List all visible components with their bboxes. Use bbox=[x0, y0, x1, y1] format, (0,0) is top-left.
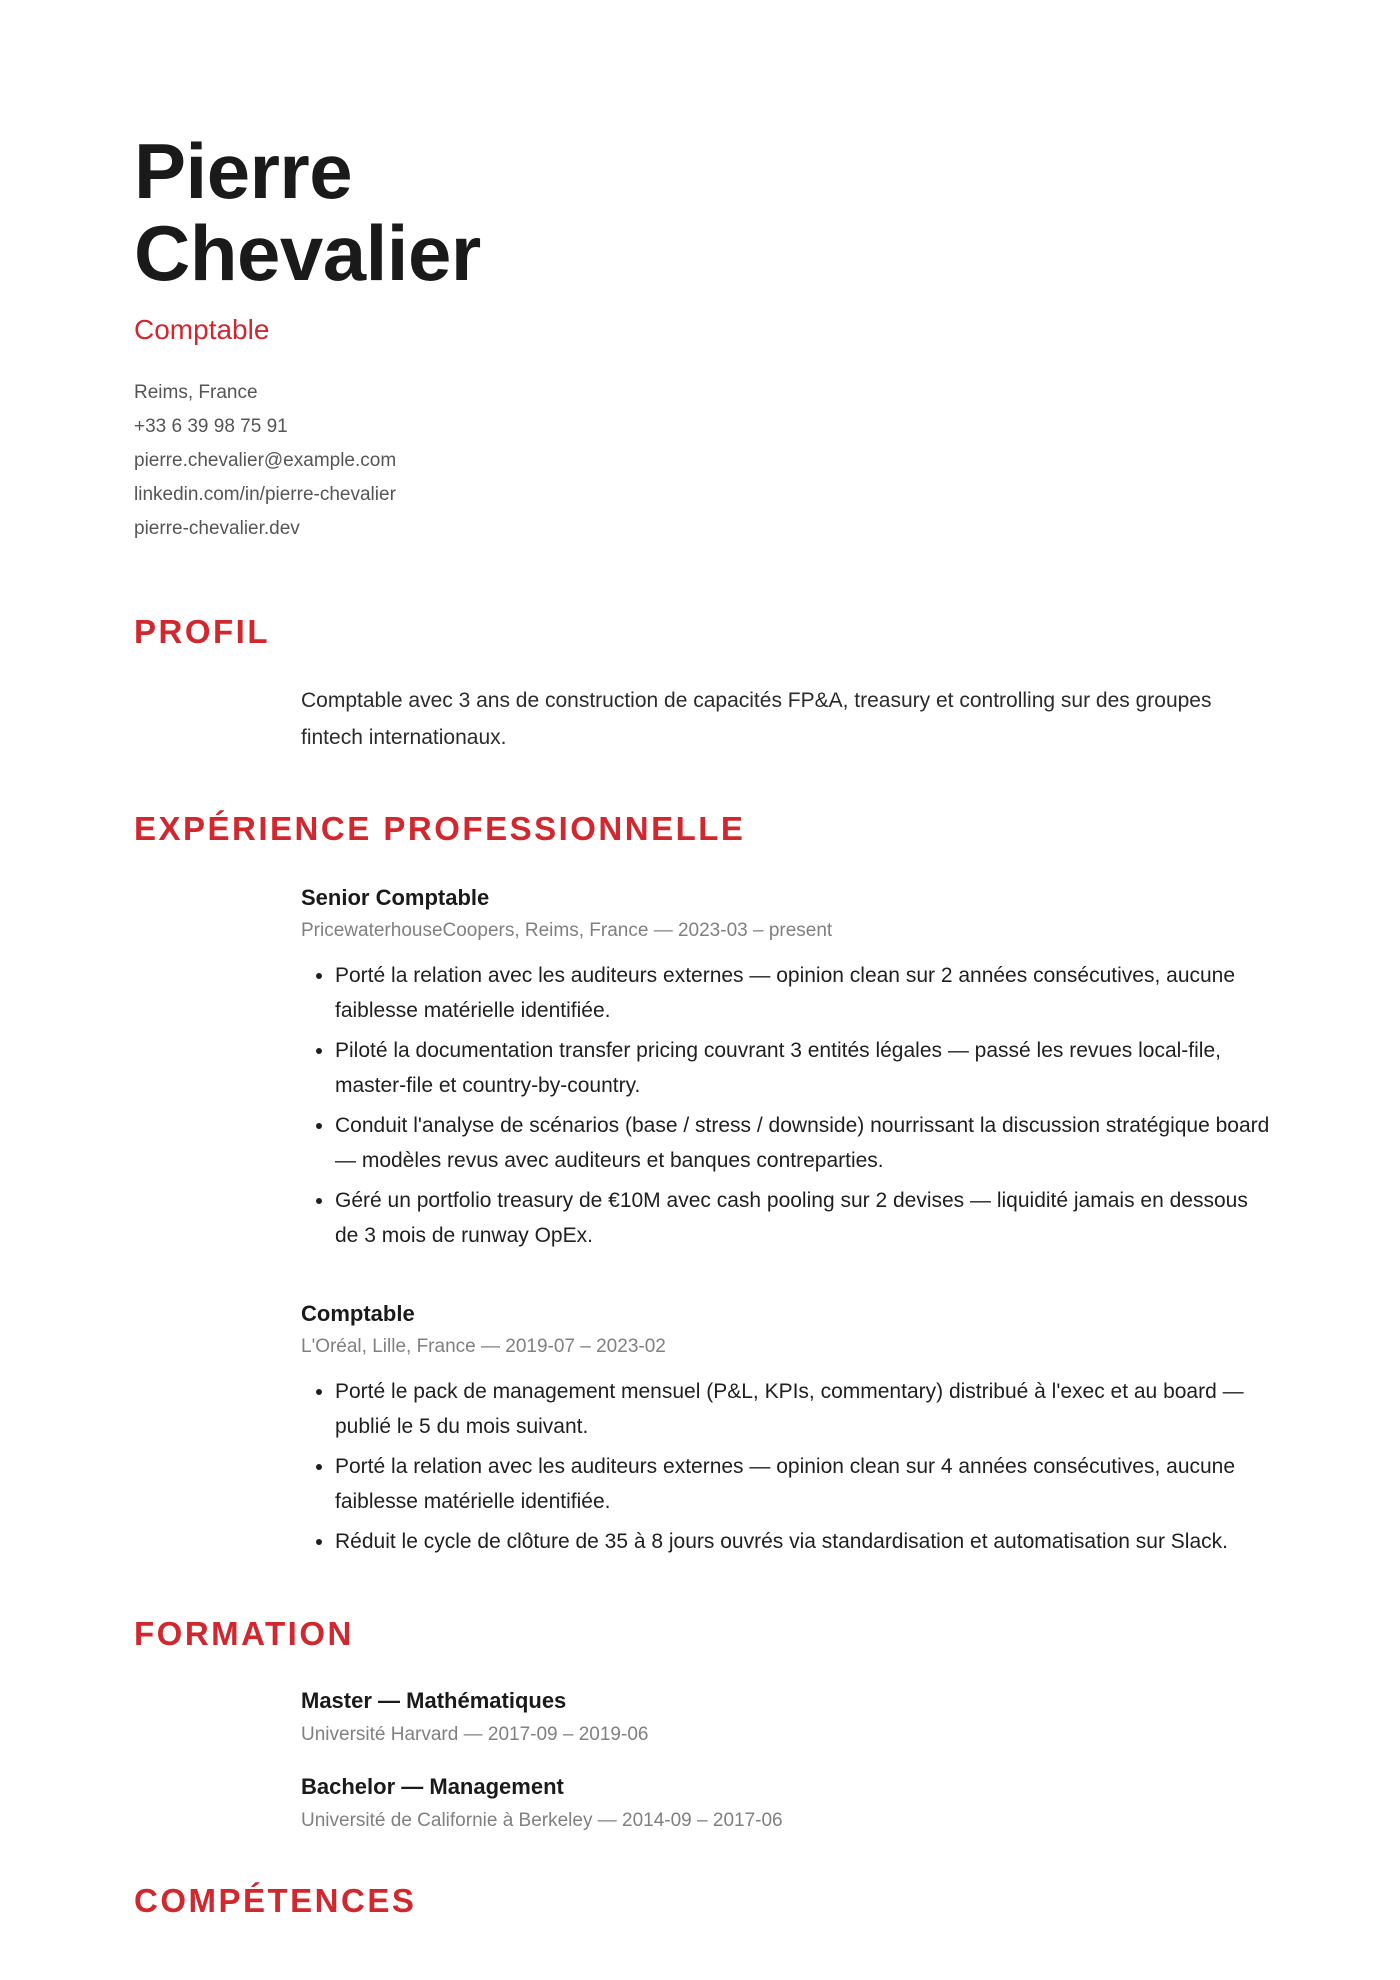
education-entry bbox=[301, 1772, 1271, 1836]
education-meta: Université de Californie à Berkeley — 2014-09 – 2017-06 bbox=[301, 1810, 783, 1831]
contact-location: Reims, France bbox=[134, 382, 258, 403]
resume-page bbox=[134, 127, 1274, 1921]
contact-linkedin[interactable]: linkedin.com/in/pierre-chevalier bbox=[134, 484, 396, 505]
profil-summary: Comptable avec 3 ans de construction de capacités FP&A, treasury et controlling sur des groupes fintech internationaux. bbox=[301, 689, 1212, 749]
job-entry bbox=[301, 1299, 1271, 1559]
section-title-profil: PROFIL bbox=[134, 613, 270, 650]
candidate-title: Comptable bbox=[134, 314, 270, 345]
job-bullet: • Piloté la documentation transfer pricing couvrant 3 entités légales — passé les revues local-file, master-file et country-by-country. bbox=[335, 1033, 1271, 1103]
education-degree: Bachelor — Management bbox=[301, 1774, 564, 1799]
section-experience bbox=[134, 809, 1274, 1559]
section-competences bbox=[134, 1881, 1274, 1921]
job-meta: PricewaterhouseCoopers, Reims, France — 2023-03 – present bbox=[301, 920, 833, 941]
job-meta: L'Oréal, Lille, France — 2019-07 – 2023-02 bbox=[301, 1336, 666, 1357]
job-bullet: • Conduit l'analyse de scénarios (base / stress / downside) nourrissant la discussion stratégique board — modèles revus avec auditeurs et banques contreparties. bbox=[335, 1108, 1271, 1178]
job-role: Senior Comptable bbox=[301, 885, 490, 910]
contact-website[interactable]: pierre-chevalier.dev bbox=[134, 518, 300, 539]
contact-phone: +33 6 39 98 75 91 bbox=[134, 416, 288, 437]
job-bullet: • Porté le pack de management mensuel (P&L, KPIs, commentary) distribué à l'exec et au board — publié le 5 du mois suivant. bbox=[335, 1374, 1271, 1444]
education-entry bbox=[301, 1686, 1271, 1750]
education-meta: Université Harvard — 2017-09 – 2019-06 bbox=[301, 1724, 649, 1745]
contact-block bbox=[134, 376, 1274, 546]
contact-email[interactable]: pierre.chevalier@example.com bbox=[134, 450, 397, 471]
candidate-name bbox=[134, 127, 1274, 297]
section-formation bbox=[134, 1614, 1274, 1836]
resume-header bbox=[134, 127, 1274, 546]
section-profil bbox=[134, 612, 1274, 756]
section-title-competences: COMPÉTENCES bbox=[134, 1882, 417, 1919]
section-title-formation: FORMATION bbox=[134, 1615, 354, 1652]
job-bullet: • Géré un portfolio treasury de €10M avec cash pooling sur 2 devises — liquidité jamais en dessous de 3 mois de runway OpEx. bbox=[335, 1183, 1271, 1253]
job-bullet: • Porté la relation avec les auditeurs externes — opinion clean sur 4 années consécutives, aucune faiblesse matérielle identifiée. bbox=[335, 1449, 1271, 1519]
job-bullets bbox=[301, 1374, 1271, 1559]
education-degree: Master — Mathématiques bbox=[301, 1688, 567, 1713]
job-role: Comptable bbox=[301, 1301, 415, 1326]
job-bullet: • Réduit le cycle de clôture de 35 à 8 jours ouvrés via standardisation et automatisation sur Slack. bbox=[335, 1524, 1271, 1559]
job-entry bbox=[301, 883, 1271, 1253]
candidate-last-name: Chevalier bbox=[134, 209, 481, 297]
section-title-experience: EXPÉRIENCE PROFESSIONNELLE bbox=[134, 810, 746, 847]
candidate-first-name: Pierre bbox=[134, 127, 353, 215]
job-bullet: • Porté la relation avec les auditeurs externes — opinion clean sur 2 années consécutives, aucune faiblesse matérielle identifiée. bbox=[335, 958, 1271, 1028]
job-bullets bbox=[301, 958, 1271, 1253]
